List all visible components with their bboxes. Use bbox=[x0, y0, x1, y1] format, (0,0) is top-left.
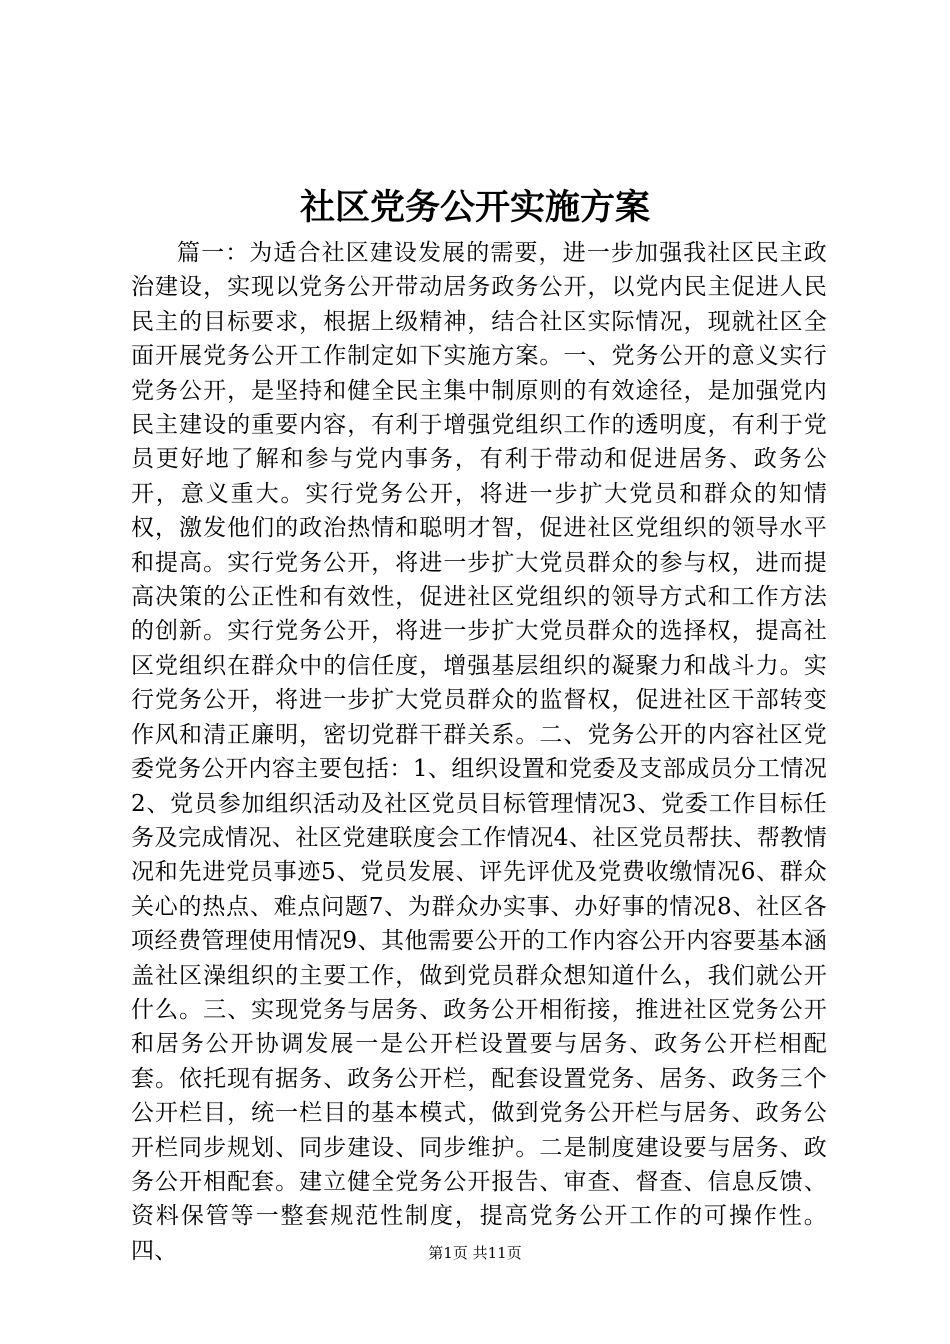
page-footer: 第1页 共11页 bbox=[428, 1244, 522, 1262]
document-body: 篇一：为适合社区建设发展的需要，进一步加强我社区民主政治建设，实现以党务公开带动居务政务公开，以党内民主促进人民民主的目标要求，根据上级精神，结合社区实际情况，现就社区全面开展党务公开工作制定如下实施方案。一、党务公开的意义实行党务公开，是坚持和健全民主集中制原则的有效途径，是加强党内民主建设的重要内容，有利于增强党组织工作的透明度，有利于党员更好地了解和参与党内事务，有利于带动和促进居务、政务公开，意义重大。实行党务公开，将进一步扩大党员和群众的知情权，激发他们的政治热情和聪明才智，促进社区党组织的领导水平和提高。实行党务公开，将进一步扩大党员群众的参与权，进而提高决策的公正性和有效性，促进社区党组织的领导方式和工作方法的创新。实行党务公开，将进一步扩大党员群众的选择权，提高社区党组织在群众中的信任度，增强基层组织的凝聚力和战斗力。实行党务公开，将进一步扩大党员群众的监督权，促进社区干部转变作风和清正廉明，密切党群干群关系。二、党务公开的内容社区党委党务公开内容主要包括：1、组织设置和党委及支部成员分工情况2、党员参加组织活动及社区党员目标管理情况3、党委工作目标任务及完成情况、社区党建联度会工作情况4、社区党员帮扶、帮教情况和先进党员事迹5、党员发展、评先评优及党费收缴情况6、群众关心的热点、难点问题7、为群众办实事、办好事的情况8、社区各项经费管理使用情况9、其他需要公开的工作内容公开内容要基本涵盖社区澡组织的主要工作，做到党员群众想知道什么，我们就公开什么。三、实现党务与居务、政务公开相衔接，推进社区党务公开和居务公开协调发展一是公开栏设置要与居务、政务公开栏相配套。依托现有据务、政务公开栏，配套设置党务、居务、政务三个公开栏目，统一栏目的基本模式，做到党务公开栏与居务、政务公开栏同步规划、同步建设、同步维护。二是制度建设要与居务、政务公开相配套。建立健全党务公开报告、审查、督查、信息反馈、资料保管等一整套规范性制度，提高党务公开工作的可操作性。四、 bbox=[131, 240, 827, 1264]
document-title: 社区党务公开实施方案 bbox=[299, 187, 650, 228]
